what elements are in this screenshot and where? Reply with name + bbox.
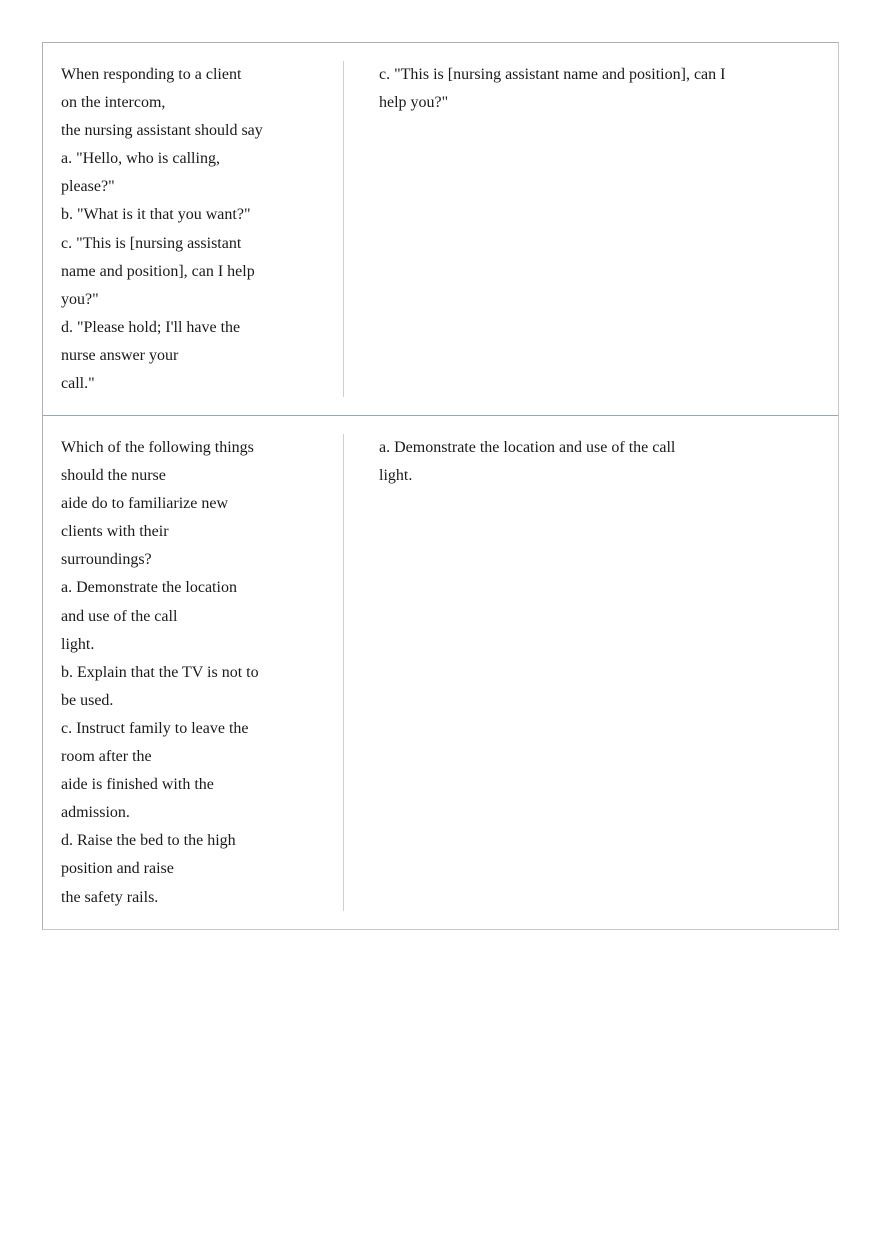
option-d-line: position and raise [61, 860, 174, 878]
option-c-line: c. "This is [nursing assistant [61, 234, 242, 252]
flashcard-1-question [43, 43, 344, 415]
question-line: clients with their [61, 523, 169, 541]
question-line: the nursing assistant should say [61, 122, 263, 140]
column-divider [343, 61, 344, 397]
option-c-line: room after the [61, 748, 152, 766]
option-c-line: admission. [61, 804, 130, 822]
option-a-line: light. [61, 635, 95, 653]
question-line: surroundings? [61, 551, 152, 569]
option-b-line: b. "What is it that you want?" [61, 206, 251, 224]
answer-line: a. Demonstrate the location and use of the call [379, 439, 676, 456]
option-c-line: aide is finished with the [61, 776, 214, 794]
option-a-line: a. "Hello, who is calling, [61, 150, 220, 168]
answer-line: c. "This is [nursing assistant name and position], can I [379, 66, 726, 83]
flashcard-2-question [43, 416, 344, 929]
question-line: on the intercom, [61, 94, 166, 112]
flashcard-1-answer [344, 43, 838, 415]
question-line: When responding to a client [61, 66, 242, 83]
flashcard-2-answer [344, 416, 838, 929]
option-c-line: you?" [61, 290, 99, 308]
flashcard-1 [43, 43, 838, 415]
answer-line: light. [379, 467, 413, 485]
option-c-line: c. Instruct family to leave the [61, 719, 249, 737]
answer-line: help you?" [379, 94, 449, 112]
option-a-line: please?" [61, 178, 115, 196]
option-c-line: name and position], can I help [61, 262, 255, 280]
question-line: Which of the following things [61, 439, 254, 456]
option-d-line: call." [61, 375, 95, 393]
column-divider [343, 434, 344, 911]
option-a-line: a. Demonstrate the location [61, 579, 237, 597]
option-a-line: and use of the call [61, 607, 178, 625]
flashcard-2 [43, 415, 838, 929]
option-d-line: nurse answer your [61, 346, 179, 364]
option-b-line: be used. [61, 691, 114, 709]
option-d-line: d. "Please hold; I'll have the [61, 318, 241, 336]
option-b-line: b. Explain that the TV is not to [61, 663, 259, 681]
option-d-line: the safety rails. [61, 888, 159, 906]
question-line: aide do to familiarize new [61, 495, 229, 513]
option-d-line: d. Raise the bed to the high [61, 832, 236, 850]
flashcard-table [42, 42, 839, 930]
question-line: should the nurse [61, 467, 166, 485]
